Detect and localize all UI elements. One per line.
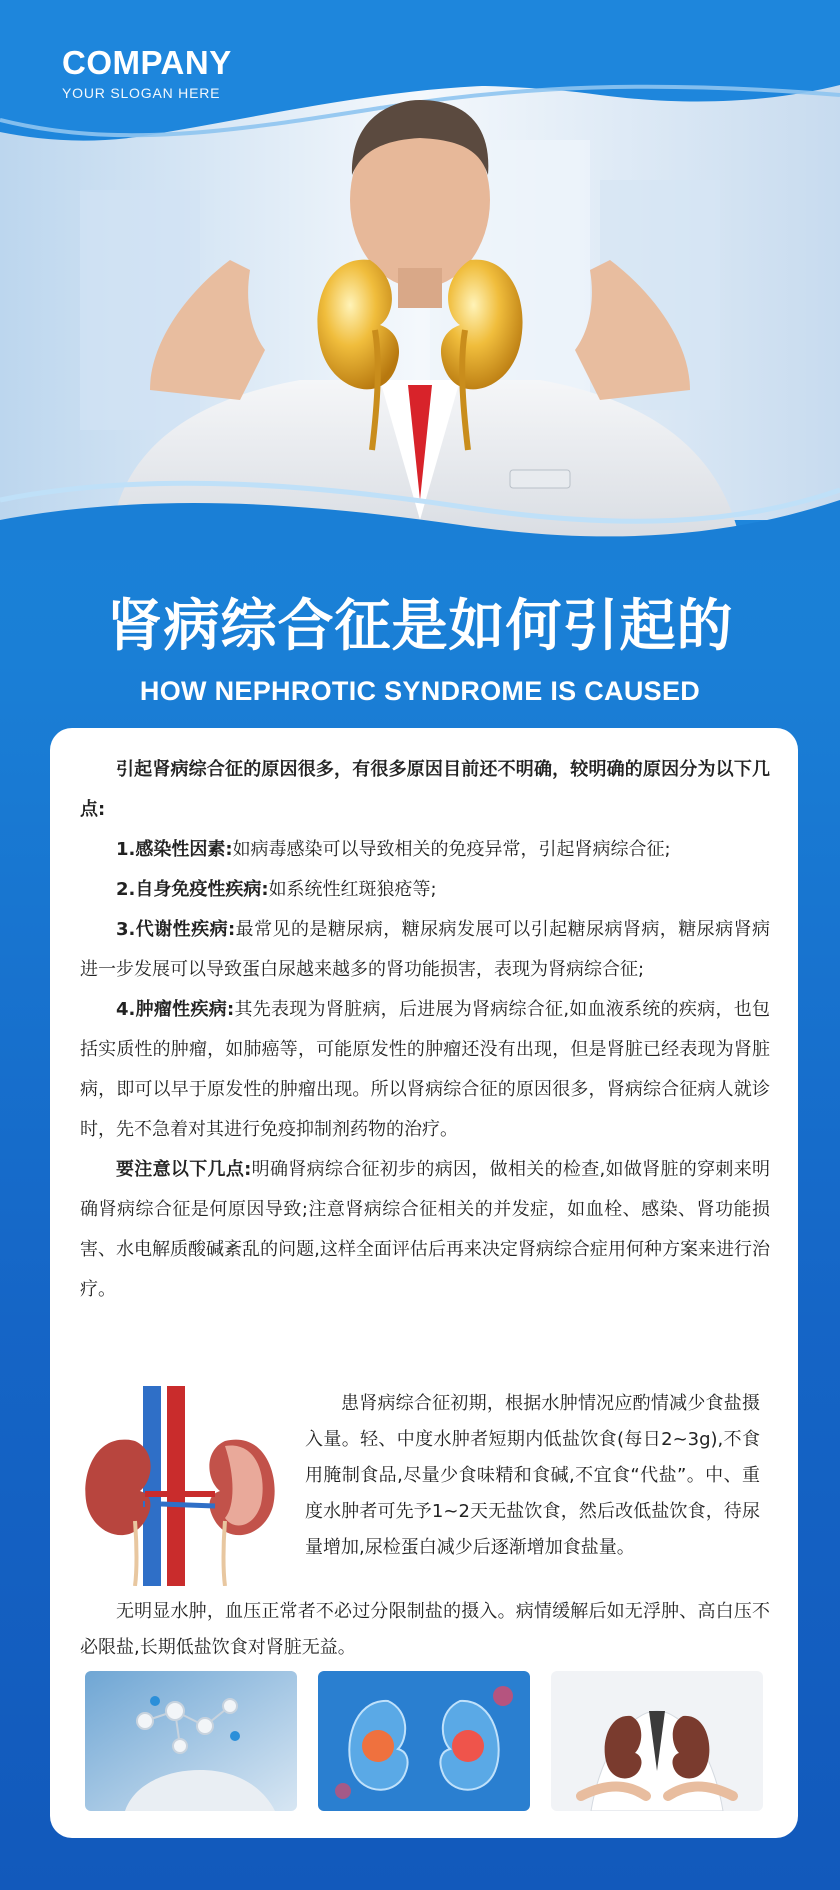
intro-paragraph — [80, 750, 770, 830]
cause-label: 1.感染性因素: — [116, 839, 233, 860]
causes-section — [80, 750, 770, 1310]
molecule-hand-image — [85, 1671, 297, 1811]
notice-label: 要注意以下几点: — [116, 1159, 252, 1180]
brand — [62, 46, 232, 101]
intro-text: 引起肾病综合征的原因很多，有很多原因目前还不明确，较明确的原因分为以下几点: — [80, 759, 770, 820]
cause-text: 最常见的是糖尿病，糖尿病发展可以引起糖尿病肾病，糖尿病肾病进一步发展可以导致蛋白尿越来越多的肾功能损害，表现为肾病综合征; — [80, 919, 771, 980]
cause-label: 2.自身免疫性疾病: — [116, 879, 269, 900]
notice-text: 明确肾病综合征初步的病因，做相关的检查,如做肾脏的穿刺来明确肾病综合征是何原因导致;注意肾病综合征相关的并发症，如血栓、感染、肾功能损害、水电解质酸碱紊乱的问题,这样全面评估后再来决定肾病综合症用何种方案来进行治疗。 — [80, 1159, 771, 1300]
cause-label: 4.肿瘤性疾病: — [116, 999, 235, 1020]
kidney-anatomy-illustration — [75, 1386, 285, 1586]
cause-item — [80, 830, 770, 870]
page-title: 肾病综合征是如何引起的 — [106, 594, 734, 659]
cause-item — [80, 870, 770, 910]
hero-banner — [0, 0, 840, 560]
kidney-scan-image — [318, 1671, 530, 1811]
page-subtitle: HOW NEPHROTIC SYNDROME IS CAUSED — [139, 676, 701, 706]
cause-label: 3.代谢性疾病: — [116, 919, 236, 940]
notice-paragraph — [80, 1150, 770, 1310]
cause-item — [80, 910, 770, 990]
image-gallery — [85, 1671, 763, 1811]
company-slogan: YOUR SLOGAN HERE — [62, 85, 221, 101]
doctor-kidney-image — [551, 1671, 763, 1811]
salt-paragraph: 无明显水肿，血压正常者不必过分限制盐的摄入。病情缓解后如无浮肿、高白压不必限盐,长期低盐饮食对肾脏无益。 — [80, 1601, 770, 1658]
diet-paragraph: 患肾病综合征初期，根据水肿情况应酌情减少食盐摄入量。轻、中度水肿者短期内低盐饮食(每日2~3g),不食用腌制食品,尽量少食味精和食碱,不宜食“代盐”。中、重度水肿者可先予1~2天无盐饮食，然后改低盐饮食，待尿量增加,尿检蛋白减少后逐渐增加食盐量。 — [305, 1393, 760, 1558]
cause-text: 其先表现为肾脏病，后进展为肾病综合征,如血液系统的疾病，也包括实质性的肿瘤，如肺癌等，可能原发性的肿瘤还没有出现，但是肾脏已经表现为肾脏病，即可以早于原发性的肿瘤出现。所以肾病综合征的原因很多，肾病综合征病人就诊时，先不急着对其进行免疫抑制剂药物的治疗。 — [80, 999, 771, 1140]
company-name: COMPANY — [62, 44, 232, 81]
cause-text: 如病毒感染可以导致相关的免疫异常，引起肾病综合征; — [232, 839, 671, 860]
cause-text: 如系统性红斑狼疮等; — [268, 879, 437, 900]
content-card — [50, 728, 798, 1838]
cause-item — [80, 990, 770, 1150]
